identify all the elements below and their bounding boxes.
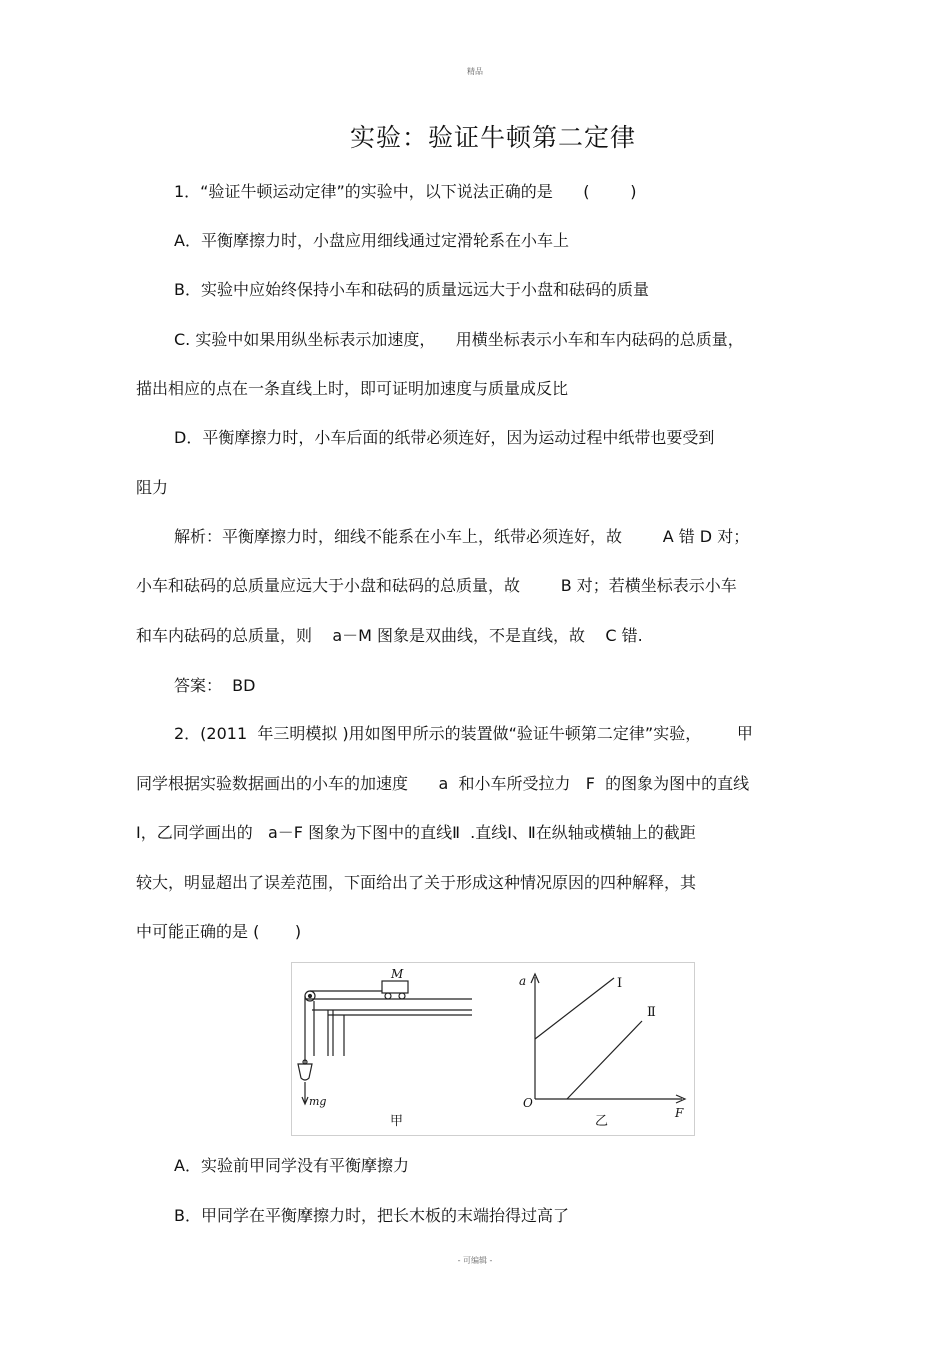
- q2-stem-cont4: 中可能正确的是 ( ): [136, 922, 302, 941]
- footer: - 可编辑 -: [457, 1256, 493, 1265]
- q1-option-c-cont: 描出相应的点在一条直线上时，即可证明加速度与质量成反比: [136, 379, 569, 398]
- weight-label: mg: [309, 1095, 327, 1108]
- cart-wheel-icon: [385, 993, 391, 999]
- cart-icon: [382, 981, 408, 993]
- right-caption: 乙: [595, 1114, 609, 1129]
- q1-option-b: B．实验中应始终保持小车和砝码的质量远远大于小盘和砝码的质量: [174, 280, 649, 299]
- q2-stem-cont2: Ⅰ，乙同学画出的 a－F 图象为下图中的直线Ⅱ .直线Ⅰ、Ⅱ在纵轴或横轴上的截距: [136, 823, 696, 842]
- header-watermark: 精品: [467, 67, 483, 76]
- q1-stem: 1．“验证牛顿运动定律”的实验中，以下说法正确的是 ( ): [174, 182, 637, 201]
- af-graph: [531, 974, 685, 1103]
- cart-label: M: [391, 967, 404, 981]
- q1-option-d-cont: 阻力: [136, 478, 169, 497]
- q2-stem-cont1: 同学根据实验数据画出的小车的加速度 a 和小车所受拉力 F 的图象为图中的直线: [136, 774, 750, 793]
- line-ii: [567, 1021, 642, 1099]
- q2-stem-cont3: 较大，明显超出了误差范围，下面给出了关于形成这种情况原因的四种解释，其: [136, 873, 697, 892]
- experiment-figure: [291, 962, 695, 1136]
- line-i-label: Ⅰ: [617, 976, 623, 991]
- origin-label: O: [523, 1096, 533, 1110]
- q1-option-a: A．平衡摩擦力时，小盘应用细线通过定滑轮系在小车上: [174, 231, 569, 250]
- q1-option-c: C. 实验中如果用纵坐标表示加速度， 用横坐标表示小车和车内砝码的总质量，: [174, 330, 744, 349]
- cart-wheel-icon: [399, 993, 405, 999]
- weight-pan-icon: [298, 1064, 312, 1080]
- q1-answer: 答案： BD: [174, 676, 256, 695]
- y-axis-label: a: [519, 974, 527, 988]
- x-axis-label: F: [675, 1106, 684, 1120]
- apparatus-diagram: [298, 981, 472, 1104]
- line-ii-label: Ⅱ: [647, 1005, 656, 1020]
- q1-option-d: D．平衡摩擦力时，小车后面的纸带必须连好，因为运动过程中纸带也要受到: [174, 428, 715, 447]
- line-i: [535, 978, 614, 1039]
- q1-analysis-cont1: 小车和砝码的总质量应远大于小盘和砝码的总质量，故 B 对；若横坐标表示小车: [136, 576, 737, 595]
- q2-stem: 2．(2011 年三明模拟 )用如图甲所示的装置做“验证牛顿第二定律”实验， 甲: [174, 724, 753, 743]
- q2-option-b: B．甲同学在平衡摩擦力时，把长木板的末端抬得过高了: [174, 1206, 569, 1225]
- page-title: 实验：验证牛顿第二定律: [349, 123, 636, 152]
- left-caption: 甲: [390, 1114, 404, 1129]
- q1-analysis-cont2: 和车内砝码的总质量，则 a－M 图象是双曲线，不是直线，故 C 错.: [136, 626, 643, 645]
- q1-analysis: 解析：平衡摩擦力时，细线不能系在小车上，纸带必须连好，故 A 错 D 对；: [174, 527, 750, 546]
- q2-option-a: A．实验前甲同学没有平衡摩擦力: [174, 1156, 409, 1175]
